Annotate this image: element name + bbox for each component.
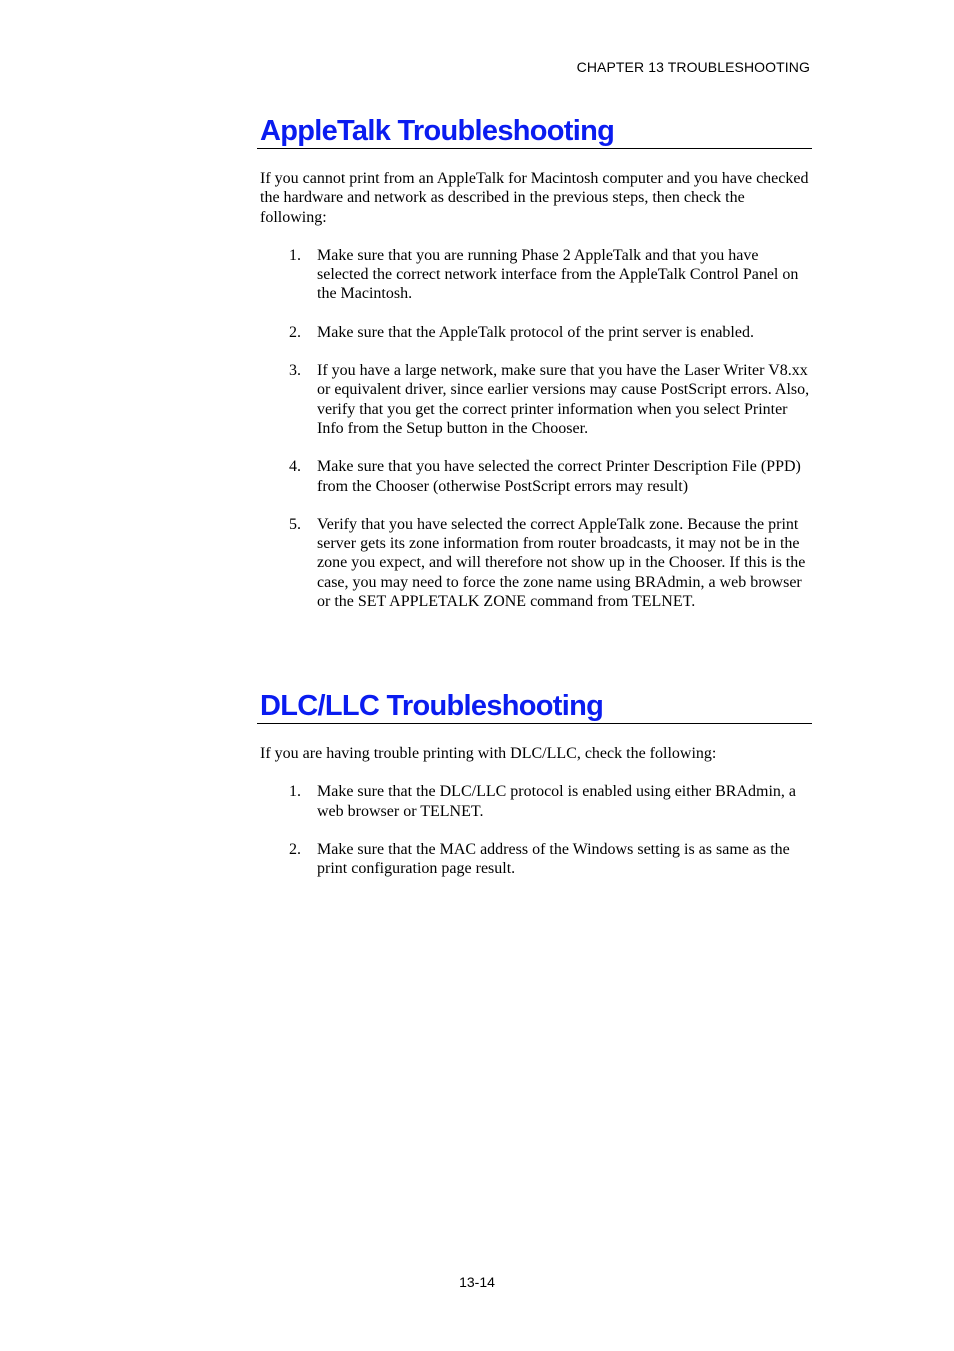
list-number: 1. — [289, 246, 301, 264]
list-text: Make sure that you are running Phase 2 AppleTalk and that you have selected the correct network interface from the AppleTalk Control Panel on the Macintosh. — [317, 246, 799, 303]
list-text: Make sure that the DLC/LLC protocol is enabled using either BRAdmin, a web browser or TELNET. — [317, 783, 797, 820]
list-item — [257, 515, 812, 611]
list-number: 2. — [289, 840, 301, 858]
list-number: 5. — [289, 515, 301, 533]
dlc-heading: DLC/LLC Troubleshooting — [257, 689, 812, 724]
appletalk-section — [257, 114, 812, 611]
appletalk-intro: If you cannot print from an AppleTalk for Macintosh computer and you have checked the hardware and network as described in the previous steps, then check the following: — [260, 170, 809, 226]
list-number: 4. — [289, 458, 301, 476]
list-item — [257, 323, 812, 342]
dlc-intro: If you are having trouble printing with DLC/LLC, check the following: — [260, 745, 717, 762]
list-item — [257, 840, 812, 879]
list-text: If you have a large network, make sure that you have the Laser Writer V8.xx or equivalent driver, since earlier versions may cause PostScript errors. Also, verify that you get the correct printer information when you select Printer Info from the Setup button in the Chooser. — [317, 362, 810, 437]
list-number: 3. — [289, 362, 301, 380]
list-text: Make sure that the AppleTalk protocol of the print server is enabled. — [317, 323, 754, 341]
appletalk-steps — [257, 246, 812, 611]
list-item — [257, 782, 812, 821]
list-item — [257, 361, 812, 438]
dlc-steps — [257, 782, 812, 878]
list-text: Verify that you have selected the correct AppleTalk zone. Because the print server gets its zone information from router broadcasts, it may not be in the zone you expect, and will therefore not show up in the Chooser. If this is the case, you may need to force the zone name using BRAdmin, a web browser or the SET APPLETALK ZONE command from TELNET. — [317, 515, 806, 611]
list-text: Make sure that the MAC address of the Windows setting is as same as the print configuration page result. — [317, 840, 790, 878]
list-number: 2. — [289, 323, 301, 341]
dlc-section — [257, 689, 812, 878]
running-header: CHAPTER 13 TROUBLESHOOTING — [576, 59, 810, 75]
list-item — [257, 457, 812, 496]
list-number: 1. — [289, 783, 301, 801]
appletalk-heading: AppleTalk Troubleshooting — [257, 114, 812, 149]
page-number: 13-14 — [459, 1274, 495, 1290]
list-text: Make sure that you have selected the correct Printer Description File (PPD) from the Chooser (otherwise PostScript errors may result) — [317, 458, 801, 495]
list-item — [257, 246, 812, 304]
